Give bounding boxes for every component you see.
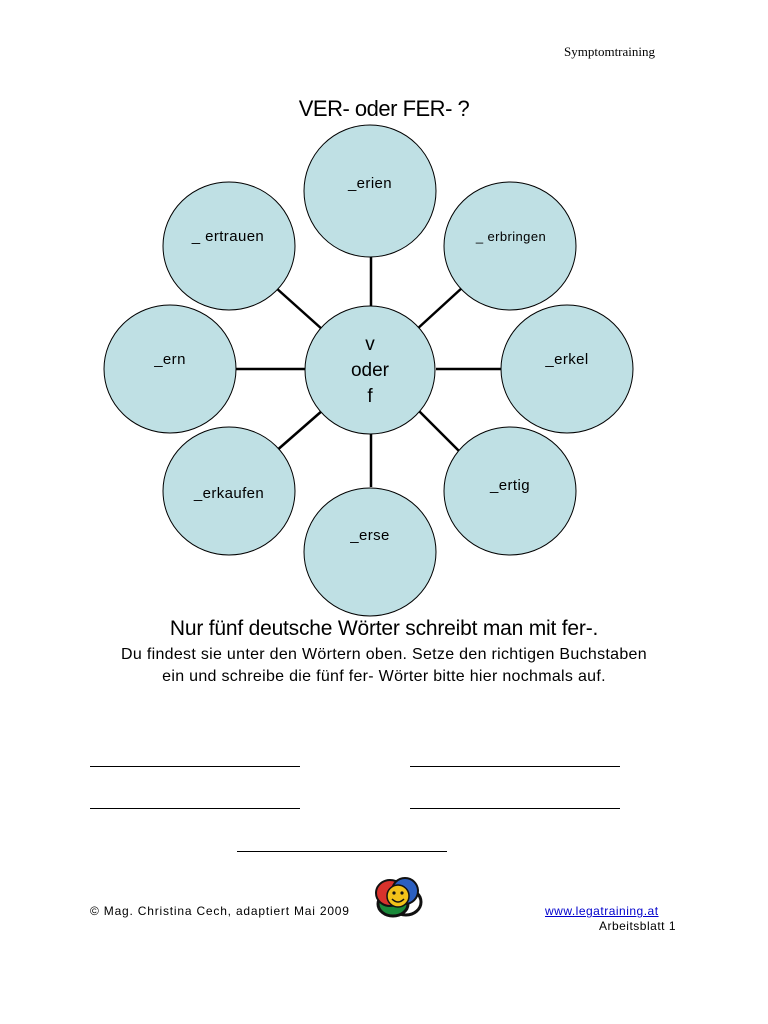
legatraining-logo-icon bbox=[372, 874, 424, 918]
answer-line-4[interactable] bbox=[410, 808, 620, 809]
word-erse: _erse bbox=[350, 527, 390, 544]
circle-top-left bbox=[163, 182, 295, 310]
word-erkaufen: _erkaufen bbox=[193, 485, 265, 502]
header-label: Symptomtraining bbox=[564, 44, 655, 59]
circle-right bbox=[501, 305, 633, 433]
word-erkel: _erkel bbox=[545, 351, 589, 368]
center-line-1: v bbox=[365, 334, 375, 355]
answer-line-3[interactable] bbox=[90, 808, 300, 809]
center-line-2: oder bbox=[350, 360, 390, 381]
circle-bottom bbox=[304, 488, 436, 616]
answer-line-5[interactable] bbox=[237, 851, 447, 852]
answer-line-1[interactable] bbox=[90, 766, 300, 767]
word-ertrauen: _ ertrauen bbox=[191, 228, 265, 245]
center-label bbox=[320, 332, 420, 410]
website-link[interactable]: www.legatraining.at bbox=[545, 904, 659, 918]
spoke-bottom-left bbox=[275, 410, 323, 452]
footer-copyright: © Mag. Christina Cech, adaptiert Mai 2009 bbox=[90, 904, 350, 918]
spoke-bottom-right bbox=[418, 410, 463, 455]
worksheet-label: Arbeitsblatt 1 bbox=[598, 919, 676, 933]
word-erien: _erien bbox=[347, 175, 393, 192]
instruction-heading: Nur fünf deutsche Wörter schreibt man mit fer-. bbox=[169, 617, 599, 640]
spoke-top-left bbox=[275, 287, 323, 330]
page-title: VER- oder FER- ? bbox=[298, 96, 470, 121]
word-erbringen: _ erbringen bbox=[475, 229, 547, 244]
center-line-3: f bbox=[367, 386, 373, 407]
answer-line-2[interactable] bbox=[410, 766, 620, 767]
word-ern: _ern bbox=[154, 351, 186, 368]
spoke-top-right bbox=[416, 287, 463, 330]
word-ertig: _ertig bbox=[490, 477, 530, 494]
circle-top-right bbox=[444, 182, 576, 310]
circle-left bbox=[104, 305, 236, 433]
instruction-text: Du findest sie unter den Wörtern oben. Setze den richtigen Buchstaben ein und schreibe die fünf fer- Wörter bitte hier nochmals auf. bbox=[121, 646, 647, 685]
